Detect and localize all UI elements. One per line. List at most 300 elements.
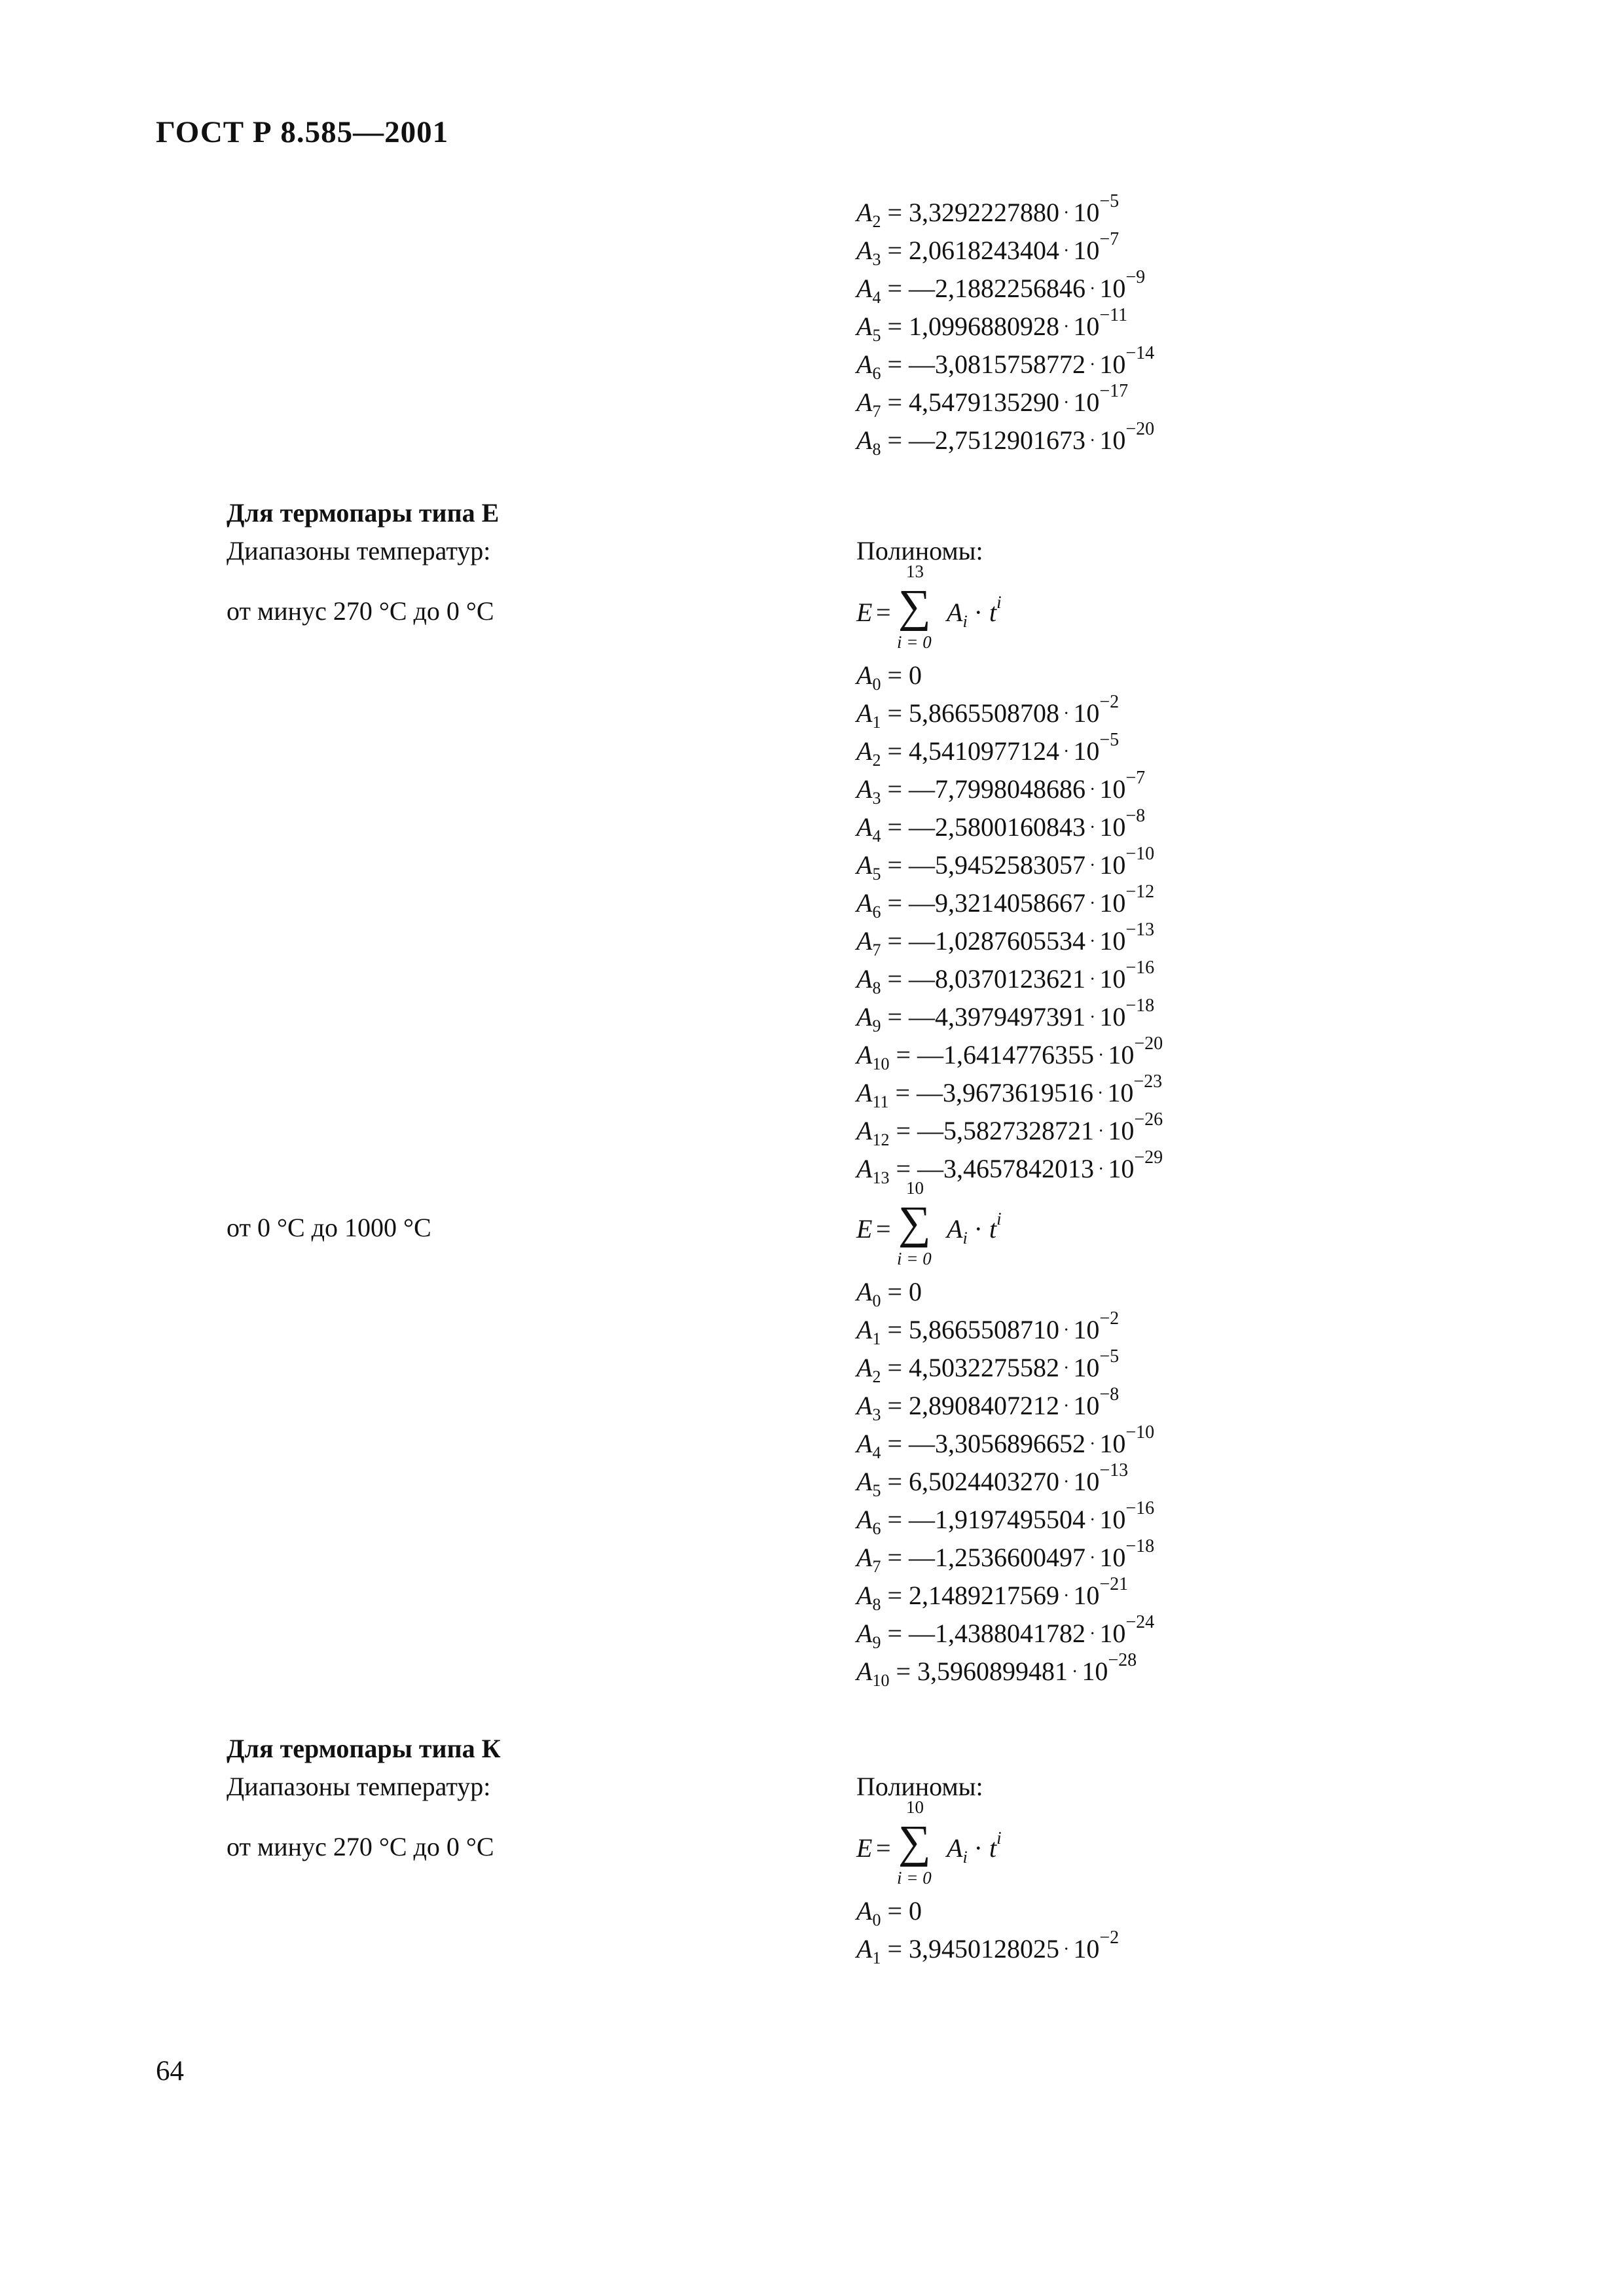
- coefficient-exponent: −5: [1099, 1346, 1120, 1367]
- multiply-dot: ·: [1098, 1045, 1104, 1066]
- coefficient-mantissa: —1,9197495504: [909, 1505, 1085, 1534]
- power-base: 10: [1073, 198, 1100, 227]
- coefficient-mantissa: —1,4388041782: [909, 1619, 1085, 1648]
- power-base: 10: [1099, 888, 1126, 918]
- coefficient-mantissa: —5,9452583057: [909, 850, 1085, 880]
- sigma-icon: ∑: [898, 581, 931, 632]
- coefficient-row: [856, 381, 1154, 422]
- coefficient-row: [856, 343, 1155, 384]
- power-base: 10: [1108, 1116, 1135, 1145]
- power-base: 10: [1099, 1543, 1126, 1572]
- coefficient-index: 10: [872, 1054, 890, 1073]
- coefficient-symbol: A: [856, 425, 873, 455]
- coefficient-row: [856, 1574, 1154, 1615]
- coefficient-index: 3: [872, 789, 881, 808]
- coefficient-row: [856, 305, 1154, 346]
- power-base: 10: [1073, 698, 1100, 728]
- power-base: 10: [1073, 387, 1100, 417]
- coefficient-symbol: A: [856, 350, 873, 379]
- coefficient-row: [856, 808, 1163, 846]
- coefficient-mantissa: 4,5032275582: [909, 1353, 1059, 1382]
- equals-sign: =: [876, 1833, 891, 1863]
- equals-sign: =: [881, 888, 909, 918]
- coefficient-exponent: −26: [1134, 1109, 1163, 1130]
- multiply-dot: ·: [1063, 393, 1070, 413]
- coefficient-exponent: −12: [1125, 882, 1155, 902]
- coefficient-index: i: [962, 612, 968, 631]
- equals-sign: =: [881, 1581, 909, 1610]
- coefficient-mantissa: —2,7512901673: [909, 425, 1085, 455]
- power-base: 10: [1099, 812, 1126, 842]
- equals-sign: =: [881, 1277, 909, 1306]
- section-title-type-e: Для термопары типа Е: [227, 498, 500, 528]
- coefficient-index: 1: [872, 713, 881, 732]
- equals-sign: =: [881, 964, 909, 994]
- power-base: 10: [1099, 926, 1126, 956]
- coefficient-exponent: −8: [1125, 806, 1146, 826]
- coefficient-symbol: A: [856, 660, 873, 690]
- equals-sign: =: [881, 926, 909, 956]
- temperature-exponent: i: [996, 1209, 1002, 1229]
- equals-sign: =: [881, 850, 909, 880]
- coefficient-index: 1: [872, 1329, 881, 1348]
- sum-term: [947, 1209, 1002, 1247]
- coefficient-exponent: −23: [1133, 1071, 1163, 1092]
- coefficient-mantissa: —3,3056896652: [909, 1429, 1085, 1458]
- multiply-dot: ·: [1089, 1510, 1096, 1530]
- coefficient-exponent: −7: [1099, 229, 1120, 249]
- coefficient-exponent: −2: [1099, 692, 1120, 712]
- coefficient-exponent: −2: [1099, 1928, 1120, 1948]
- coefficient-exponent: −5: [1099, 730, 1120, 750]
- power-base: 10: [1108, 1040, 1135, 1069]
- coefficient-mantissa: —2,5800160843: [909, 812, 1085, 842]
- coefficient-symbol: A: [856, 274, 873, 303]
- equals-sign: =: [881, 387, 909, 417]
- power-base: 10: [1073, 1467, 1100, 1496]
- coefficient-row: [856, 1273, 1154, 1311]
- coefficient-index: 0: [872, 1291, 881, 1310]
- polynomial-formula: [856, 1797, 1131, 1889]
- coefficient-symbol: A: [856, 236, 873, 265]
- coefficient-symbol: A: [856, 1353, 873, 1382]
- sigma-icon: ∑: [898, 1198, 931, 1248]
- power-base: 10: [1073, 736, 1100, 766]
- equals-sign: =: [881, 1619, 909, 1648]
- coefficient-row: [856, 1384, 1154, 1425]
- coefficient-symbol: A: [856, 1391, 873, 1420]
- coefficient-row: [856, 732, 1163, 770]
- coefficient-exponent: −21: [1099, 1574, 1129, 1594]
- temperature-exponent: i: [996, 592, 1002, 612]
- coefficient-row: [856, 1498, 1155, 1539]
- coefficient-symbol: A: [947, 1833, 963, 1863]
- coefficient-index: 4: [872, 1443, 881, 1462]
- polynomials-label: Полиномы:: [856, 1772, 983, 1801]
- sum-term: [947, 1828, 1002, 1867]
- section-title-type-k: Для термопары типа К: [227, 1734, 501, 1763]
- coefficient-row: [856, 1422, 1155, 1463]
- coefficient-index: 5: [872, 865, 881, 884]
- equals-sign: =: [881, 1353, 909, 1382]
- multiply-dot: ·: [1063, 1472, 1070, 1492]
- multiply-dot: ·: [1063, 241, 1070, 261]
- coefficient-mantissa: —7,7998048686: [909, 774, 1085, 804]
- power-base: 10: [1099, 1429, 1126, 1458]
- multiply-dot: ·: [1063, 1586, 1070, 1606]
- coefficient-index: 8: [872, 1595, 881, 1614]
- multiply-dot: ·: [1089, 855, 1096, 876]
- coefficient-symbol: A: [947, 1214, 963, 1244]
- equals-sign: =: [881, 198, 909, 227]
- coefficient-row: [856, 191, 1154, 232]
- coefficient-symbol: A: [856, 698, 873, 728]
- coefficient-exponent: −9: [1125, 267, 1146, 287]
- power-base: 10: [1099, 274, 1126, 303]
- coefficient-row: [856, 1460, 1154, 1501]
- multiply-dot: ·: [1063, 742, 1070, 762]
- coefficient-exponent: −13: [1099, 1460, 1129, 1480]
- coefficient-mantissa: 4,5410977124: [909, 736, 1059, 766]
- multiply-dot: ·: [1063, 317, 1070, 337]
- coefficient-index: 2: [872, 751, 881, 770]
- coefficient-symbol: A: [856, 198, 873, 227]
- multiply-dot: ·: [1063, 1358, 1070, 1378]
- coefficient-row: [856, 960, 1163, 998]
- coefficient-index: 4: [872, 288, 881, 307]
- coefficient-exponent: −2: [1099, 1308, 1120, 1329]
- coefficient-index: 4: [872, 827, 881, 846]
- multiply-dot: ·: [1089, 817, 1096, 838]
- power-base: 10: [1082, 1657, 1108, 1686]
- coefficient-exponent: −16: [1125, 958, 1155, 978]
- multiply-dot: ·: [1098, 1121, 1104, 1141]
- coefficient-mantissa: 4,5479135290: [909, 387, 1059, 417]
- coefficient-row: [856, 1892, 1119, 1930]
- coefficient-index: 0: [872, 1910, 881, 1929]
- coefficient-row: [856, 1071, 1163, 1112]
- power-base: 10: [1099, 425, 1126, 455]
- equals-sign: =: [881, 1391, 909, 1420]
- power-base: 10: [1099, 774, 1126, 804]
- sum-lower-limit: i = 0: [897, 1868, 932, 1888]
- equals-sign: =: [889, 1116, 917, 1145]
- coefficient-symbol: A: [856, 1154, 873, 1183]
- coefficient-exponent: −14: [1125, 343, 1155, 363]
- coefficient-symbol: A: [856, 1040, 873, 1069]
- multiply-dot: ·: [1089, 279, 1096, 299]
- coefficient-symbol: A: [856, 926, 873, 956]
- coefficient-value: 0: [909, 660, 922, 690]
- coefficient-symbol: A: [856, 1429, 873, 1458]
- coefficient-mantissa: 2,0618243404: [909, 236, 1059, 265]
- coefficient-symbol: A: [856, 1002, 873, 1031]
- coefficient-row: [856, 419, 1155, 459]
- coefficient-mantissa: —9,3214058667: [909, 888, 1085, 918]
- coefficient-exponent: −8: [1099, 1384, 1120, 1405]
- coefficient-index: 8: [872, 440, 881, 459]
- document-header: ГОСТ Р 8.585—2001: [156, 115, 449, 149]
- equals-sign: =: [881, 312, 909, 341]
- range-label: от 0 °С до 1000 °С: [227, 1213, 431, 1242]
- ranges-label: Диапазоны температур:: [227, 536, 491, 565]
- power-base: 10: [1099, 1619, 1126, 1648]
- coefficient-index: 11: [872, 1092, 889, 1111]
- power-base: 10: [1073, 1581, 1100, 1610]
- coefficient-list: [856, 656, 1163, 1188]
- coefficient-mantissa: 1,0996880928: [909, 312, 1059, 341]
- power-base: 10: [1073, 1934, 1100, 1964]
- multiply-dot: ·: [1063, 203, 1070, 223]
- multiply-dot: ·: [1089, 1434, 1096, 1454]
- equals-sign: =: [881, 425, 909, 455]
- coefficient-row: [856, 1147, 1163, 1188]
- coefficient-exponent: −17: [1099, 381, 1129, 401]
- equals-sign: =: [881, 774, 909, 804]
- coefficient-value: 0: [909, 1896, 922, 1926]
- sum-upper-limit: 10: [906, 1178, 924, 1198]
- coefficient-mantissa: —3,9673619516: [917, 1078, 1094, 1107]
- equals-sign: =: [881, 1896, 909, 1926]
- coefficient-index: 6: [872, 364, 881, 383]
- multiply-dot: ·: [1063, 704, 1070, 724]
- power-base: 10: [1099, 1002, 1126, 1031]
- power-base: 10: [1099, 1505, 1126, 1534]
- equals-sign: =: [881, 1315, 909, 1344]
- coefficient-symbol: A: [856, 888, 873, 918]
- equals-sign: =: [881, 1429, 909, 1458]
- multiply-dot: ·: [1063, 1939, 1070, 1960]
- coefficient-symbol: A: [856, 1934, 873, 1964]
- equals-sign: =: [889, 1154, 917, 1183]
- coefficient-exponent: −18: [1125, 996, 1155, 1016]
- coefficient-index: 13: [872, 1168, 890, 1187]
- ranges-label: Диапазоны температур:: [227, 1772, 491, 1801]
- polynomials-label: Полиномы:: [856, 536, 983, 565]
- multiply-dot: ·: [1072, 1662, 1078, 1682]
- multiply-dot: ·: [1089, 931, 1096, 952]
- coefficient-index: 6: [872, 903, 881, 922]
- coefficient-row: [856, 846, 1163, 884]
- coefficient-row: [856, 1033, 1163, 1074]
- formula-lhs: E: [856, 1833, 873, 1863]
- coefficient-mantissa: —1,0287605534: [909, 926, 1085, 956]
- sum-lower-limit: i = 0: [897, 632, 932, 652]
- coefficient-exponent: −20: [1125, 419, 1155, 439]
- coefficient-mantissa: —1,2536600497: [909, 1543, 1085, 1572]
- coefficient-list: [856, 1892, 1119, 1968]
- coefficient-index: 2: [872, 212, 881, 231]
- multiply-dot: ·: [1089, 431, 1096, 451]
- coefficient-symbol: A: [856, 1505, 873, 1534]
- multiply-dot: ·: [1089, 355, 1096, 375]
- range-label: от минус 270 °С до 0 °С: [227, 1832, 494, 1861]
- coefficient-symbol: A: [856, 1467, 873, 1496]
- equals-sign: =: [876, 598, 891, 627]
- power-base: 10: [1099, 350, 1126, 379]
- coefficient-mantissa: —5,5827328721: [917, 1116, 1094, 1145]
- coefficient-exponent: −10: [1125, 844, 1155, 864]
- equals-sign: =: [881, 236, 909, 265]
- formula-lhs: E: [856, 1214, 873, 1244]
- power-base: 10: [1107, 1078, 1134, 1107]
- coefficient-mantissa: 3,9450128025: [909, 1934, 1059, 1964]
- coefficient-symbol: A: [856, 964, 873, 994]
- power-base: 10: [1073, 1391, 1100, 1420]
- power-base: 10: [1099, 850, 1126, 880]
- coefficient-row: [856, 1930, 1119, 1968]
- coefficient-row: [856, 1346, 1154, 1387]
- coefficient-mantissa: 2,1489217569: [909, 1581, 1059, 1610]
- coefficient-row: [856, 1308, 1154, 1349]
- coefficient-index: 1: [872, 1948, 881, 1967]
- range-label: от минус 270 °С до 0 °С: [227, 596, 494, 626]
- coefficient-symbol: A: [856, 387, 873, 417]
- coefficient-exponent: −29: [1134, 1147, 1163, 1168]
- coefficient-list: [856, 1273, 1154, 1691]
- coefficient-symbol: A: [856, 312, 873, 341]
- coefficient-mantissa: 5,8665508710: [909, 1315, 1059, 1344]
- coefficient-index: 3: [872, 1405, 881, 1424]
- coefficient-row: [856, 1536, 1155, 1577]
- coefficient-symbol: A: [856, 1116, 873, 1145]
- multiply-dot: ·: [967, 1214, 989, 1244]
- coefficient-symbol: A: [856, 1581, 873, 1610]
- multiply-dot: ·: [1089, 1624, 1096, 1644]
- polynomial-formula: [856, 1178, 1131, 1270]
- coefficient-index: 5: [872, 1481, 881, 1500]
- formula-lhs: E: [856, 598, 873, 627]
- multiply-dot: ·: [1089, 780, 1096, 800]
- coefficient-row: [856, 656, 1163, 694]
- equals-sign: =: [881, 1002, 909, 1031]
- equals-sign: =: [888, 1078, 917, 1107]
- multiply-dot: ·: [967, 1833, 989, 1863]
- equals-sign: =: [881, 1467, 909, 1496]
- coefficient-mantissa: 5,8665508708: [909, 698, 1059, 728]
- polynomial-formula: [856, 562, 1131, 653]
- sigma-icon: ∑: [898, 1817, 931, 1867]
- coefficient-symbol: A: [856, 1619, 873, 1648]
- coefficient-exponent: −16: [1125, 1498, 1155, 1518]
- coefficient-exponent: −5: [1099, 191, 1120, 211]
- coefficient-index: i: [962, 1229, 968, 1247]
- coefficient-index: i: [962, 1848, 968, 1867]
- coefficient-row: [856, 770, 1163, 808]
- coefficient-index: 3: [872, 250, 881, 269]
- coefficient-index: 8: [872, 978, 881, 997]
- coefficient-index: 10: [872, 1671, 890, 1690]
- coefficient-index: 5: [872, 326, 881, 345]
- coefficient-exponent: −13: [1125, 920, 1155, 940]
- coefficient-index: 12: [872, 1130, 890, 1149]
- coefficient-symbol: A: [856, 1078, 873, 1107]
- coefficient-row: [856, 1650, 1154, 1691]
- power-base: 10: [1099, 964, 1126, 994]
- coefficient-symbol: A: [856, 1543, 873, 1572]
- power-base: 10: [1073, 236, 1100, 265]
- temperature-symbol: t: [989, 598, 997, 627]
- coefficient-index: 6: [872, 1519, 881, 1538]
- multiply-dot: ·: [1089, 893, 1096, 914]
- coefficient-value: 0: [909, 1277, 922, 1306]
- coefficient-exponent: −11: [1099, 305, 1128, 325]
- coefficient-exponent: −24: [1125, 1612, 1155, 1632]
- coefficient-index: 9: [872, 1633, 881, 1652]
- multiply-dot: ·: [1089, 1007, 1096, 1028]
- power-base: 10: [1073, 1315, 1100, 1344]
- coefficient-row: [856, 998, 1163, 1036]
- coefficient-exponent: −10: [1125, 1422, 1155, 1443]
- coefficient-list: [856, 191, 1155, 459]
- equals-sign: =: [889, 1657, 917, 1686]
- coefficient-mantissa: —4,3979497391: [909, 1002, 1085, 1031]
- multiply-dot: ·: [1089, 969, 1096, 990]
- sum-term: [947, 592, 1002, 631]
- coefficient-mantissa: —3,4657842013: [917, 1154, 1094, 1183]
- temperature-symbol: t: [989, 1833, 997, 1863]
- multiply-dot: ·: [1097, 1083, 1104, 1103]
- coefficient-symbol: A: [856, 774, 873, 804]
- coefficient-symbol: A: [856, 812, 873, 842]
- coefficient-mantissa: 6,5024403270: [909, 1467, 1059, 1496]
- coefficient-exponent: −28: [1108, 1650, 1137, 1670]
- coefficient-row: [856, 229, 1154, 270]
- coefficient-mantissa: 3,3292227880: [909, 198, 1059, 227]
- coefficient-mantissa: —2,1882256846: [909, 274, 1085, 303]
- coefficient-symbol: A: [856, 1277, 873, 1306]
- coefficient-exponent: −20: [1134, 1033, 1163, 1054]
- coefficient-index: 7: [872, 1557, 881, 1576]
- equals-sign: =: [876, 1214, 891, 1244]
- coefficient-exponent: −7: [1125, 768, 1146, 788]
- multiply-dot: ·: [967, 598, 989, 627]
- coefficient-index: 9: [872, 1016, 881, 1035]
- sum-upper-limit: 10: [906, 1797, 924, 1817]
- equals-sign: =: [881, 274, 909, 303]
- multiply-dot: ·: [1063, 1396, 1070, 1416]
- coefficient-symbol: A: [856, 850, 873, 880]
- coefficient-row: [856, 922, 1163, 960]
- equals-sign: =: [881, 660, 909, 690]
- equals-sign: =: [881, 1505, 909, 1534]
- temperature-symbol: t: [989, 1214, 997, 1244]
- equals-sign: =: [881, 1543, 909, 1572]
- sum-upper-limit: 13: [906, 562, 924, 581]
- coefficient-exponent: −18: [1125, 1536, 1155, 1556]
- coefficient-index: 7: [872, 941, 881, 960]
- coefficient-mantissa: 2,8908407212: [909, 1391, 1059, 1420]
- equals-sign: =: [881, 1934, 909, 1964]
- equals-sign: =: [881, 736, 909, 766]
- multiply-dot: ·: [1098, 1159, 1104, 1179]
- coefficient-index: 2: [872, 1367, 881, 1386]
- coefficient-row: [856, 1109, 1163, 1150]
- power-base: 10: [1073, 312, 1100, 341]
- coefficient-mantissa: —3,0815758772: [909, 350, 1085, 379]
- coefficient-symbol: A: [856, 736, 873, 766]
- coefficient-mantissa: —8,0370123621: [909, 964, 1085, 994]
- power-base: 10: [1073, 1353, 1100, 1382]
- coefficient-symbol: A: [856, 1896, 873, 1926]
- coefficient-symbol: A: [856, 1657, 873, 1686]
- equals-sign: =: [881, 350, 909, 379]
- multiply-dot: ·: [1089, 1548, 1096, 1568]
- power-base: 10: [1108, 1154, 1135, 1183]
- coefficient-row: [856, 884, 1163, 922]
- coefficient-symbol: A: [856, 1315, 873, 1344]
- page-number: 64: [156, 2056, 184, 2087]
